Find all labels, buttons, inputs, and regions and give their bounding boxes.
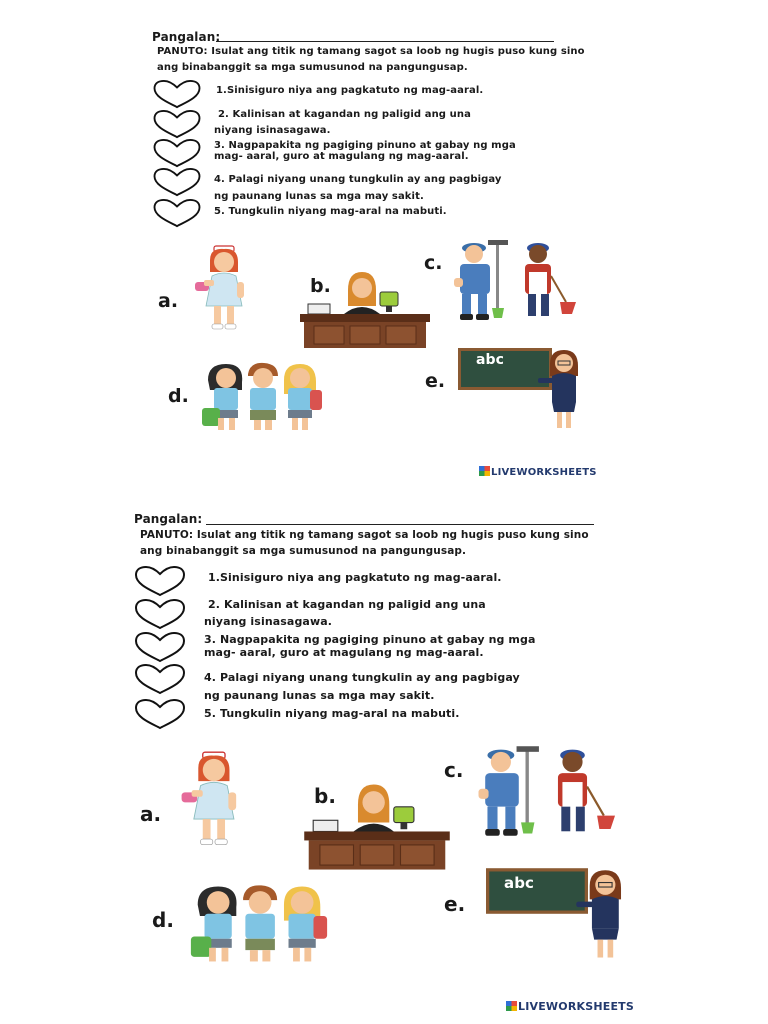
teacher-picture	[536, 348, 586, 432]
question-4-line-1: 4. Palagi niyang unang tungkulin ay ang pagbigay	[204, 671, 520, 684]
janitors-picture	[476, 744, 622, 838]
question-3-line-1: 3. Nagpapakita ng pagiging pinuno at gabay ng mga	[204, 633, 536, 646]
question-4-line-2: ng paunang lunas sa mga may sakit.	[204, 689, 435, 702]
heart-outline-icon[interactable]	[151, 167, 203, 197]
choice-letter-a: a.	[158, 290, 179, 312]
students-picture	[184, 882, 334, 966]
heart-outline-icon[interactable]	[151, 198, 203, 228]
question-2-line-2: niyang isinasagawa.	[204, 615, 333, 628]
heart-outline-icon[interactable]	[151, 138, 203, 168]
heart-outline-icon[interactable]	[133, 565, 187, 597]
heart-outline-icon[interactable]	[133, 698, 187, 730]
instructions-line-1: PANUTO: Isulat ang titik ng tamang sagot sa loob ng hugis puso kung sino	[140, 529, 589, 541]
nurse-picture	[176, 750, 254, 848]
choice-letter-d: d.	[152, 908, 174, 932]
question-3-line-2: mag- aaral, guro at magulang ng mag-aaral.	[204, 646, 484, 659]
choice-letter-b: b.	[314, 784, 336, 808]
liveworksheets-brand: LIVEWORKSHEETS	[506, 1000, 634, 1013]
name-label: Pangalan:	[152, 30, 221, 44]
teacher-picture	[574, 868, 630, 962]
choice-letter-b: b.	[310, 275, 331, 297]
question-2-line-2: niyang isinasagawa.	[214, 125, 331, 136]
worksheet-2	[0, 500, 768, 1012]
question-2-line-1: 2. Kalinisan at kagandan ng paligid ang una	[208, 598, 486, 611]
instructions-line-2: ang binabanggit sa mga sumusunod na pangungusap.	[140, 545, 467, 557]
choice-letter-d: d.	[168, 385, 189, 407]
question-1: 1.Sinisiguro niya ang pagkatuto ng mag-aaral.	[208, 571, 502, 584]
name-label: Pangalan:	[134, 512, 203, 526]
principal-at-desk-picture	[302, 782, 452, 872]
question-2-line-1: 2. Kalinisan at kagandan ng paligid ang una	[218, 109, 471, 120]
choice-letter-a: a.	[140, 802, 162, 826]
question-4-line-1: 4. Palagi niyang unang tungkulin ay ang pagbigay	[214, 174, 502, 185]
principal-at-desk-picture	[298, 270, 432, 350]
heart-outline-icon[interactable]	[133, 598, 187, 630]
board-text: abc	[476, 352, 505, 368]
liveworksheets-logo-icon	[479, 466, 490, 476]
board-text: abc	[504, 874, 535, 892]
choice-letter-c: c.	[424, 252, 443, 274]
instructions-line-2: ang binabanggit sa mga sumusunod na pangungusap.	[157, 62, 468, 73]
heart-outline-icon[interactable]	[151, 79, 203, 109]
name-input-line[interactable]	[216, 41, 554, 42]
name-input-line[interactable]	[206, 524, 594, 525]
choice-letter-e: e.	[444, 892, 466, 916]
choice-letter-c: c.	[444, 758, 464, 782]
question-5: 5. Tungkulin niyang mag-aral na mabuti.	[204, 707, 460, 720]
question-1: 1.Sinisiguro niya ang pagkatuto ng mag-aaral.	[216, 85, 484, 96]
choice-letter-e: e.	[425, 370, 446, 392]
janitors-picture	[452, 238, 582, 322]
liveworksheets-brand: LIVEWORKSHEETS	[479, 466, 597, 478]
question-3-line-2: mag- aaral, guro at magulang ng mag-aaral.	[214, 151, 469, 162]
question-4-line-2: ng paunang lunas sa mga may sakit.	[214, 191, 424, 202]
students-picture	[198, 360, 326, 434]
question-5: 5. Tungkulin niyang mag-aral na mabuti.	[214, 206, 447, 217]
heart-outline-icon[interactable]	[133, 631, 187, 663]
liveworksheets-logo-icon	[506, 1001, 517, 1011]
nurse-picture	[190, 244, 260, 332]
heart-outline-icon[interactable]	[151, 109, 203, 139]
instructions-line-1: PANUTO: Isulat ang titik ng tamang sagot sa loob ng hugis puso kung sino	[157, 46, 585, 57]
chalkboard	[486, 868, 588, 914]
heart-outline-icon[interactable]	[133, 663, 187, 695]
question-3-line-1: 3. Nagpapakita ng pagiging pinuno at gabay ng mga	[214, 140, 516, 151]
